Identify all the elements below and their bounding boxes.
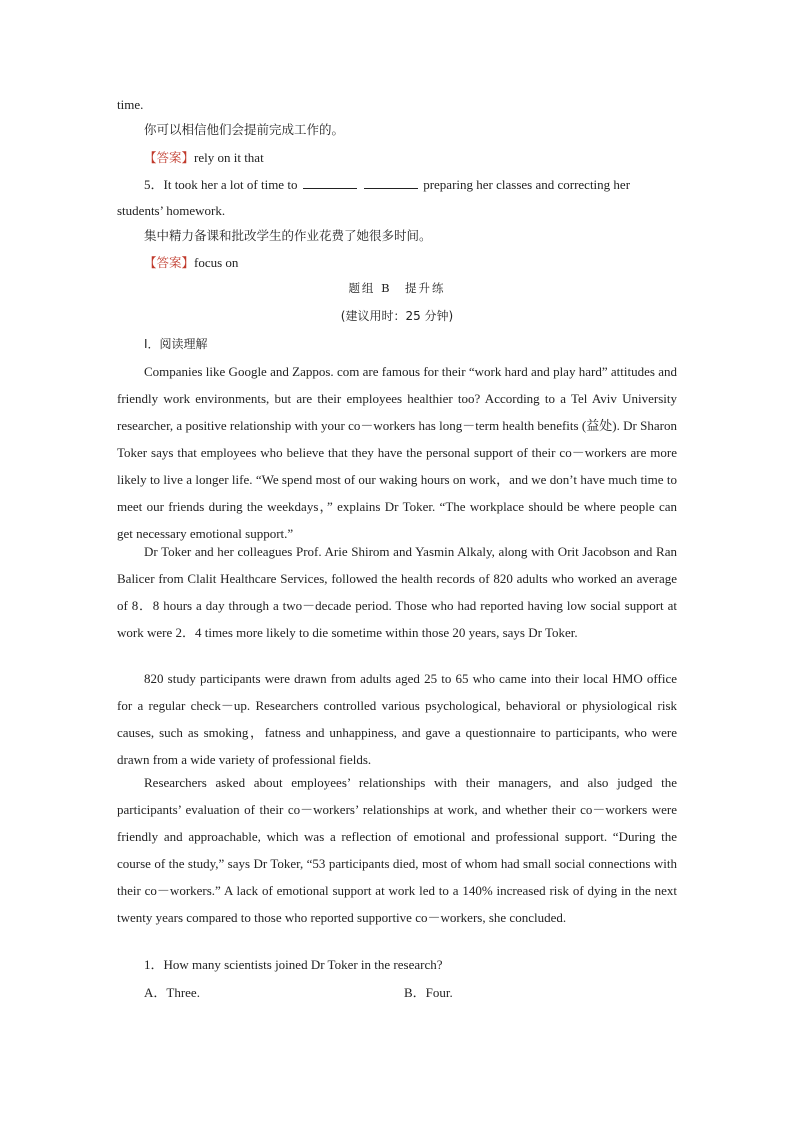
section-time: (建议用时：25 分钟) — [340, 309, 454, 323]
answer-text: focus on — [194, 255, 239, 270]
passage-paragraph-4: Researchers asked about employees’ relationships with their managers, and also judged the participants’ evaluation of their co－workers’ relationships at work, and whether their co－workers were friendly and approachable, which was a reflection of emotional and professional support. “During the course of the study,” says Dr Toker, “53 participants died, most of whom had small social connections with their co－workers.” A lack of emotional support at work led to a 140% increased risk of dying in the next twenty years compared to those who reported supportive co－workers, she concluded. — [117, 775, 677, 925]
q5-text-post: preparing her classes and correcting her — [423, 177, 631, 192]
answer-text: rely on it that — [194, 150, 264, 165]
passage-paragraph-1: Companies like Google and Zappos. com are famous for their “work hard and play hard” attitudes and friendly work environments, but are their employees healthier too? According to a Tel Aviv University researcher, a positive relationship with your co－workers has long－term health benefits (益处). Dr Sharon Toker says that employees who believe that they have the personal support of their co－workers are more likely to live a longer life. “We spend most of our waking hours on work，and we don’t have much time to meet our friends during the weekdays，” explains Dr Toker. “The workplace should be where people can get necessary emotional support.” — [117, 364, 677, 541]
q4-answer — [117, 144, 677, 171]
part-heading: Ⅰ．阅读理解 — [144, 337, 208, 351]
q4-chinese: 你可以相信他们会提前完成工作的。 — [144, 122, 345, 137]
q4-tail: time. — [117, 97, 144, 112]
passage-paragraph-2: Dr Toker and her colleagues Prof. Arie Shirom and Yasmin Alkaly, along with Orit Jacobson and Ran Balicer from Clalit Healthcare Services, followed the health records of 820 adults who worked an average of 8．8 hours a day through a two－decade period. Those who had reported having low social support at work were 2．4 times more likely to die sometime within those 20 years, says Dr Toker. — [117, 544, 677, 640]
q5-text-pre: 5．It took her a lot of time to — [144, 177, 298, 192]
question-1-option-b[interactable]: B．Four. — [404, 985, 453, 1000]
q5-line1 — [117, 171, 677, 198]
question-1-option-a[interactable]: A．Three. — [144, 985, 200, 1000]
q5-answer — [117, 249, 677, 276]
question-1-stem: 1．How many scientists joined Dr Toker in the research? — [144, 957, 443, 972]
answer-blank — [364, 178, 418, 189]
answer-tag: 【答案】 — [144, 255, 195, 270]
passage-paragraph-3: 820 study participants were drawn from adults aged 25 to 65 who came into their local HMO office for a regular check－up. Researchers controlled various psychological, behavioral or physiological risk causes, such as smoking，fatness and unhappiness, and gave a questionnaire to participants, who were drawn from a wide variety of professional fields. — [117, 671, 677, 767]
section-title: 题组 B 提升练 — [348, 281, 446, 295]
q5-chinese: 集中精力备课和批改学生的作业花费了她很多时间。 — [144, 228, 432, 243]
answer-tag: 【答案】 — [144, 150, 195, 165]
answer-blank — [303, 178, 357, 189]
q5-line2: students’ homework. — [117, 203, 226, 218]
